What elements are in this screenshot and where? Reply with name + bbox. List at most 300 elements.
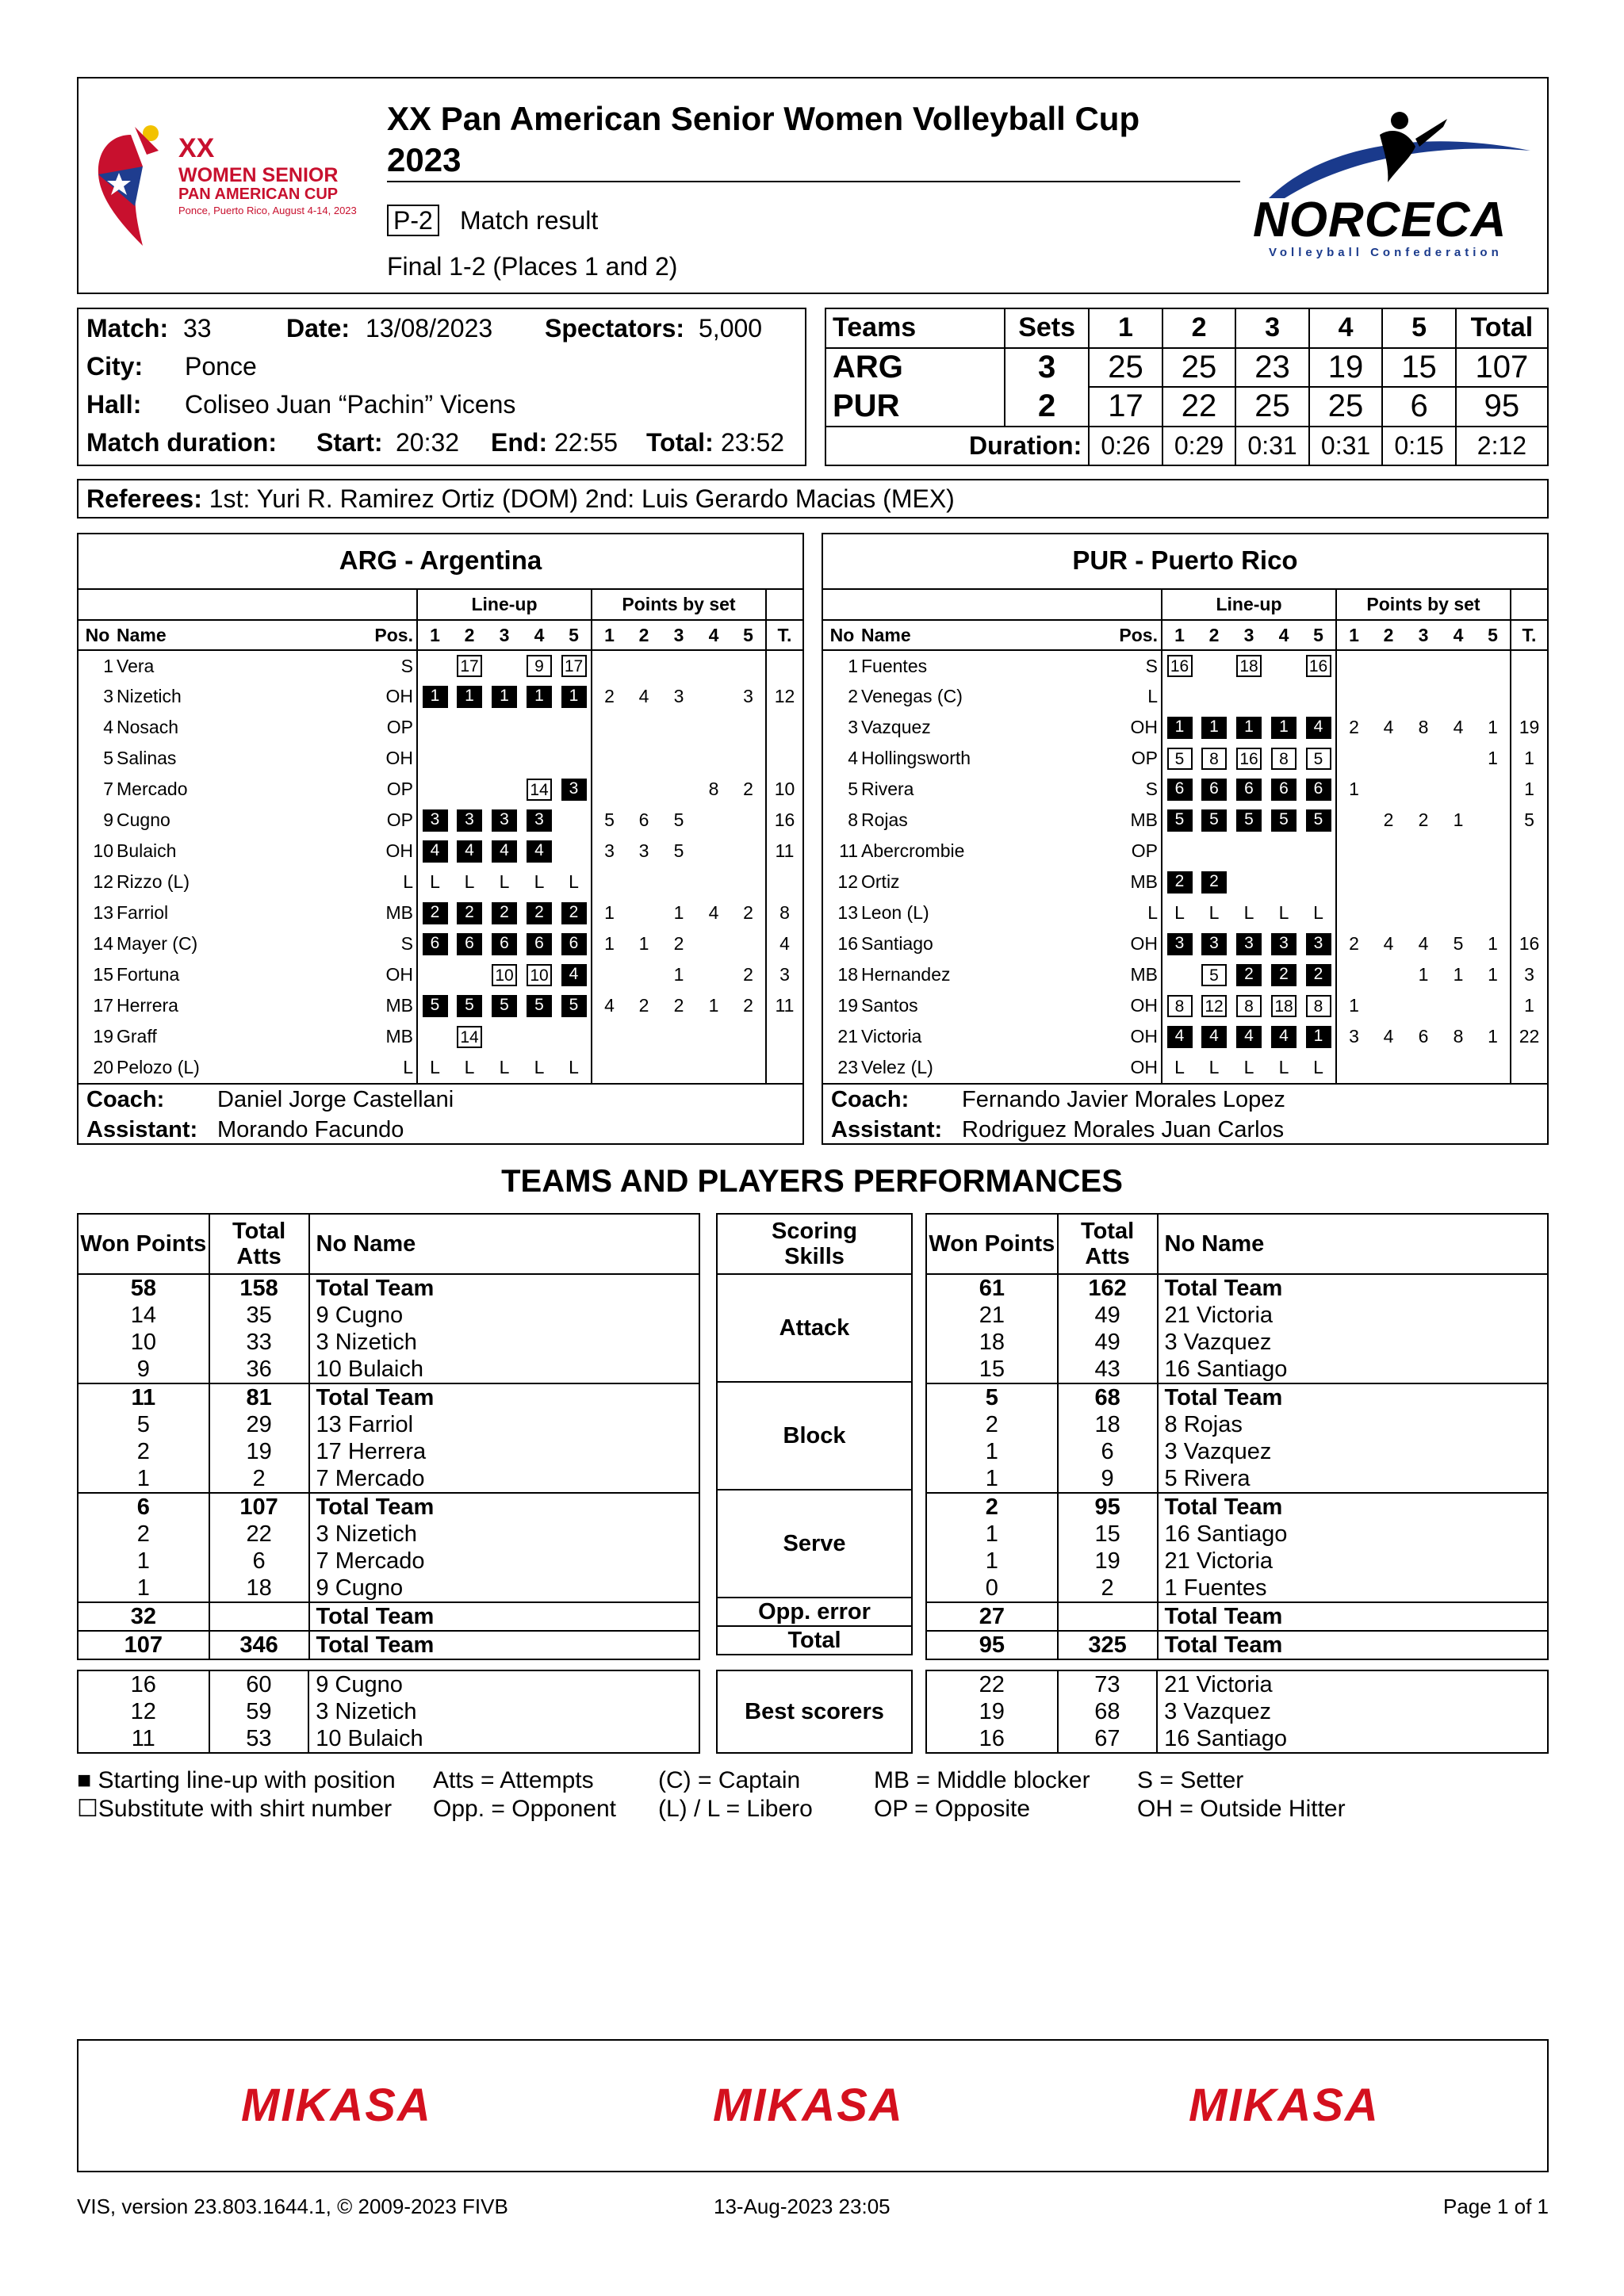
- footer-date: 13-Aug-2023 23:05: [714, 2195, 891, 2218]
- lineup-cell: [557, 681, 592, 712]
- col-points-set: 3: [673, 624, 684, 645]
- substitute-number: 8: [1236, 995, 1262, 1017]
- won-points: 2: [78, 1521, 209, 1548]
- total-atts: 158: [209, 1274, 309, 1302]
- set-points: 4: [1453, 717, 1464, 737]
- score-sets: 3: [1005, 348, 1089, 388]
- opp_error-label-row: [717, 1598, 912, 1626]
- lineup-cell: [1162, 650, 1197, 681]
- set-points: [1476, 650, 1511, 681]
- lineup-cell: [1266, 990, 1301, 1021]
- player-total: [1511, 867, 1547, 897]
- score-set: 19: [1309, 348, 1383, 388]
- set-points: [1476, 1052, 1511, 1083]
- total-atts: 49: [1058, 1302, 1158, 1329]
- player-ref: Total Team: [316, 1604, 435, 1629]
- lineup-cell: [1162, 836, 1197, 867]
- lineup-cell: [1197, 867, 1231, 897]
- score-set: 25: [1162, 348, 1236, 388]
- won-points-header: Won Points: [926, 1214, 1058, 1274]
- player-total: [1511, 681, 1547, 712]
- lineup-cell: [1231, 774, 1266, 805]
- player-row: [823, 867, 1547, 897]
- lineup-cell: [452, 897, 487, 928]
- player-ref: 3 Vazquez: [1164, 1439, 1272, 1464]
- lineup-cell: [417, 836, 452, 867]
- starting-position: 2: [492, 902, 517, 924]
- lineup-cell: L: [1278, 902, 1289, 923]
- group-header: [823, 590, 1547, 620]
- set-duration: 0:31: [1309, 427, 1383, 466]
- lineup-cell: [487, 805, 522, 836]
- match-label: Match:: [86, 314, 169, 342]
- player-name: Santiago: [861, 933, 933, 954]
- col-lineup-set: 2: [464, 624, 475, 645]
- set-points: [1441, 743, 1476, 774]
- lineup-cell: [1231, 712, 1266, 743]
- event-logo-emblem: [87, 119, 182, 254]
- won-points: 32: [78, 1602, 209, 1631]
- won-points: 5: [926, 1383, 1058, 1411]
- skill-player-row: [78, 1356, 699, 1383]
- set-points: [731, 867, 766, 897]
- score-set: 25: [1309, 387, 1383, 427]
- coach-name: Daniel Jorge Castellani: [217, 1087, 454, 1112]
- player-row: [823, 681, 1547, 712]
- substitute-number: 16: [1167, 655, 1193, 677]
- set-points: [626, 1021, 661, 1052]
- set-points: 4: [1383, 933, 1394, 954]
- match-number: 33: [183, 314, 212, 342]
- opp_error-row: [78, 1602, 699, 1631]
- lineup-cell: L: [1301, 897, 1336, 928]
- set-points: 1: [708, 995, 719, 1016]
- set-points: [731, 805, 766, 836]
- lineup-cell: [1162, 1021, 1197, 1052]
- set-points: [696, 743, 731, 774]
- set-points: [1336, 867, 1371, 897]
- player-row: [79, 990, 802, 1021]
- won-points: 1: [78, 1548, 209, 1575]
- skill-player-row: [926, 1521, 1548, 1548]
- set-points: 5: [673, 809, 684, 830]
- lineup-cell: [417, 959, 452, 990]
- player-row: [79, 867, 802, 897]
- player-ref: Total Team: [316, 1385, 435, 1410]
- col-points-set: 4: [708, 624, 719, 645]
- score-hdr-set2: 2: [1162, 308, 1236, 348]
- player-number: 23: [837, 1057, 858, 1077]
- player-name: Rivera: [861, 779, 914, 799]
- match-phase: Final 1-2 (Places 1 and 2): [387, 252, 678, 281]
- total-atts: 325: [1058, 1631, 1158, 1659]
- lineup-cell: [1162, 867, 1197, 897]
- total-atts: 6: [209, 1548, 309, 1575]
- starting-position: 3: [423, 809, 448, 832]
- set-points: 2: [731, 959, 766, 990]
- lineup-cell: [1162, 959, 1197, 990]
- set-points: 2: [731, 990, 766, 1021]
- skill-player-row: [926, 1465, 1548, 1493]
- starting-position: 5: [1201, 809, 1227, 832]
- player-position: S: [362, 650, 417, 681]
- set-points: [696, 1052, 731, 1083]
- col-total: T.: [1522, 624, 1537, 645]
- player-position: L: [362, 867, 417, 897]
- duration-label: Match duration:: [86, 428, 277, 457]
- player-position: MB: [362, 1021, 417, 1052]
- total-atts-header: Total Atts: [1058, 1214, 1158, 1274]
- set-points: [1371, 650, 1406, 681]
- col-name: Name: [861, 624, 911, 645]
- set-points: [1406, 650, 1441, 681]
- starting-position: 6: [527, 933, 552, 955]
- set-points: 2: [673, 933, 684, 954]
- set-duration: 0:29: [1162, 427, 1236, 466]
- total-atts: 15: [1058, 1521, 1158, 1548]
- lineup-cell: [417, 650, 452, 681]
- set-points: [1336, 836, 1371, 867]
- substitute-number: 8: [1201, 748, 1227, 770]
- player-number: 19: [93, 1026, 113, 1047]
- match-date: 13/08/2023: [366, 314, 493, 342]
- total-atts: 19: [209, 1438, 309, 1465]
- player-number: 12: [837, 871, 858, 892]
- lineup-cell: [1197, 990, 1231, 1021]
- total-atts: 22: [209, 1521, 309, 1548]
- starting-position: 3: [457, 809, 482, 832]
- score-set: 22: [1162, 387, 1236, 427]
- total-atts: 53: [209, 1725, 309, 1753]
- total-atts: 6: [1058, 1438, 1158, 1465]
- set-points: [696, 959, 731, 990]
- player-number: 3: [848, 717, 858, 737]
- total-atts: 33: [209, 1329, 309, 1356]
- col-lineup-set: 1: [430, 624, 440, 645]
- performance-header: [78, 1214, 699, 1274]
- score-durations: [825, 427, 1548, 466]
- player-ref: 3 Vazquez: [1164, 1330, 1272, 1355]
- set-points: 1: [673, 902, 684, 923]
- col-name: Name: [117, 624, 167, 645]
- player-ref: 10 Bulaich: [316, 1357, 423, 1382]
- total-duration: 2:12: [1456, 427, 1548, 466]
- starting-position: 2: [457, 902, 482, 924]
- match-info: [77, 308, 806, 466]
- player-name: Mercado: [117, 779, 188, 799]
- won-points: 58: [78, 1274, 209, 1302]
- opp_error-label: Opp. error: [758, 1599, 871, 1624]
- won-points: 2: [926, 1493, 1058, 1521]
- lineup-cell: L: [464, 1057, 475, 1077]
- set-points: [661, 774, 696, 805]
- norceca-logo: [1253, 103, 1546, 270]
- lineup-cell: [417, 1021, 452, 1052]
- player-number: 12: [93, 871, 113, 892]
- player-ref: 9 Cugno: [316, 1303, 404, 1328]
- set-points: 2: [673, 995, 684, 1016]
- set-points: [1371, 836, 1406, 867]
- set-points: [1476, 774, 1511, 805]
- total-atts: 162: [1058, 1274, 1158, 1302]
- set-points: [1441, 650, 1476, 681]
- lineup-cell: [487, 743, 522, 774]
- col-lineup-set: 2: [1208, 624, 1220, 645]
- player-ref: 8 Rojas: [1164, 1412, 1243, 1437]
- won-points: 19: [926, 1698, 1058, 1725]
- player-number: 17: [93, 995, 113, 1016]
- player-ref: 21 Victoria: [1164, 1548, 1274, 1574]
- lineup-cell: [1231, 1021, 1266, 1052]
- lineup-cell: [557, 990, 592, 1021]
- player-number: 3: [103, 686, 113, 706]
- total-atts: 68: [1058, 1698, 1158, 1725]
- lineup-cell: L: [1243, 1057, 1254, 1077]
- score-set: 23: [1235, 348, 1309, 388]
- lineup-cell: [417, 743, 452, 774]
- player-name: Farriol: [117, 902, 169, 923]
- set-points: [1406, 1052, 1441, 1083]
- player-ref: Total Team: [316, 1494, 435, 1520]
- lineup-cell: [1197, 959, 1231, 990]
- set-points: 2: [731, 897, 766, 928]
- total-time: 23:52: [721, 428, 785, 457]
- won-points: 107: [78, 1631, 209, 1659]
- total-atts: 107: [209, 1493, 309, 1521]
- col-pos: Pos.: [1106, 620, 1162, 650]
- best-scorers-label-box: [716, 1670, 913, 1754]
- won-points: 0: [926, 1575, 1058, 1602]
- lineup-cell: [522, 990, 557, 1021]
- set-points: 6: [638, 809, 649, 830]
- norceca-sub: Volleyball Confederation: [1269, 246, 1503, 259]
- set-points: 3: [604, 840, 615, 861]
- set-points: 1: [1476, 959, 1511, 990]
- set-points: 5: [1453, 933, 1464, 954]
- player-total: 11: [775, 840, 795, 861]
- score-hdr-set3: 3: [1235, 308, 1309, 348]
- substitute-number: 10: [527, 964, 552, 986]
- player-name: Bulaich: [117, 840, 177, 861]
- lineup-cell: [1162, 743, 1197, 774]
- lineup-cell: [452, 990, 487, 1021]
- set-points: 6: [1418, 1026, 1429, 1047]
- col-points-set: 4: [1453, 624, 1464, 645]
- starting-position: 5: [1271, 809, 1297, 832]
- group-header: [79, 590, 802, 620]
- substitute-number: 14: [457, 1026, 482, 1048]
- lineup-cell: [1266, 743, 1301, 774]
- norceca-wordmark: NORCECA: [1253, 193, 1507, 247]
- performance-table-right: [925, 1213, 1549, 1660]
- set-points: 1: [1453, 809, 1464, 830]
- player-position: L: [362, 1052, 417, 1083]
- set-points: [1406, 743, 1441, 774]
- set-points: [1336, 805, 1371, 836]
- no-name-header: No Name: [1164, 1231, 1265, 1257]
- starting-position: 5: [527, 995, 552, 1017]
- total-atts: [209, 1602, 309, 1631]
- lineup-cell: [452, 959, 487, 990]
- starting-position: 4: [1271, 1026, 1297, 1048]
- player-row: [79, 774, 802, 805]
- player-number: 16: [837, 933, 858, 954]
- lineup-cell: [522, 681, 557, 712]
- skill-player-row: [78, 1465, 699, 1493]
- col-points-set: 1: [604, 624, 615, 645]
- player-name: Mayer (C): [117, 933, 198, 954]
- hall-value: Coliseo Juan “Pachin” Vicens: [185, 390, 516, 419]
- set-points: [731, 1052, 766, 1083]
- skill-player-row: [926, 1438, 1548, 1465]
- set-points: [1406, 897, 1441, 928]
- set-points: [1371, 867, 1406, 897]
- set-points: 1: [1418, 964, 1429, 985]
- lineup-cell: [452, 712, 487, 743]
- total-atts: [1058, 1602, 1158, 1631]
- player-position: OP: [1106, 743, 1162, 774]
- lineup-cell: [1266, 1021, 1301, 1052]
- player-name: Abercrombie: [861, 840, 965, 861]
- player-position: OH: [362, 959, 417, 990]
- player-total: 22: [1519, 1026, 1540, 1047]
- lineup-cell: [1266, 805, 1301, 836]
- lineup-cell: [557, 959, 592, 990]
- lineup-cell: [1266, 650, 1301, 681]
- player-total: 8: [779, 902, 790, 923]
- starting-position: 3: [1271, 933, 1297, 955]
- starting-position: 6: [561, 933, 587, 955]
- lineup-cell: [522, 928, 557, 959]
- lineup-cell: [1197, 805, 1231, 836]
- set-points: [592, 743, 626, 774]
- set-duration: 0:26: [1089, 427, 1162, 466]
- player-position: OP: [362, 805, 417, 836]
- won-points: 14: [78, 1302, 209, 1329]
- set-points: 1: [1476, 1021, 1511, 1052]
- best-scorer-row: [78, 1698, 699, 1725]
- player-ref: 9 Cugno: [316, 1672, 403, 1697]
- player-position: S: [362, 928, 417, 959]
- lineup-cell: [1231, 836, 1266, 867]
- player-position: OH: [1106, 990, 1162, 1021]
- col-lineup-set: 1: [1174, 624, 1185, 645]
- won-points: 61: [926, 1274, 1058, 1302]
- lineup-cell: [557, 805, 592, 836]
- skill-player-row: [78, 1438, 699, 1465]
- player-total: 4: [779, 933, 790, 954]
- total-atts: 73: [1058, 1670, 1158, 1698]
- starting-position: 3: [492, 809, 517, 832]
- performance-table-left: [77, 1213, 700, 1660]
- best-scorer-row: [926, 1670, 1548, 1698]
- starting-position: 5: [492, 995, 517, 1017]
- won-points: 12: [78, 1698, 209, 1725]
- sponsor-logo: MIKASA: [241, 2080, 432, 2131]
- best-scorer-row: [78, 1670, 699, 1698]
- skill-label: Attack: [779, 1315, 850, 1341]
- starting-position: 2: [527, 902, 552, 924]
- starting-position: 2: [561, 902, 587, 924]
- lineup-cell: L: [534, 871, 545, 892]
- legend-item: OH = Outside Hitter: [1137, 1796, 1346, 1822]
- player-row: [823, 1021, 1547, 1052]
- col-total: T.: [777, 624, 792, 645]
- total-atts: 36: [209, 1356, 309, 1383]
- set-points: [1371, 743, 1406, 774]
- lineup-cell: [417, 805, 452, 836]
- starting-position: 1: [1236, 717, 1262, 739]
- lineup-cell: [1197, 774, 1231, 805]
- won-points: 1: [926, 1438, 1058, 1465]
- substitute-number: 17: [457, 655, 482, 677]
- total-atts: 95: [1058, 1493, 1158, 1521]
- spectators-label: Spectators:: [545, 314, 685, 342]
- total-label-row: [717, 1626, 912, 1655]
- lineup-cell: [1301, 681, 1336, 712]
- won-points: 1: [926, 1521, 1058, 1548]
- lineup-cell: [557, 836, 592, 867]
- player-position: OH: [1106, 712, 1162, 743]
- player-row: [79, 928, 802, 959]
- coach-line: [823, 1083, 1547, 1115]
- player-total: 11: [775, 995, 795, 1016]
- lineup-cell: [1301, 867, 1336, 897]
- starting-position: 1: [492, 686, 517, 708]
- skill-total-row: [926, 1274, 1548, 1302]
- lineup-cell: [1266, 836, 1301, 867]
- set-points: [1336, 650, 1371, 681]
- starting-position: 6: [1271, 779, 1297, 801]
- player-position: OH: [1106, 1052, 1162, 1083]
- total-atts: 19: [1058, 1548, 1158, 1575]
- legend-item: S = Setter: [1137, 1767, 1244, 1793]
- player-row: [79, 1052, 802, 1083]
- set-points: [1336, 681, 1371, 712]
- total-atts: 346: [209, 1631, 309, 1659]
- starting-position: 1: [457, 686, 482, 708]
- starting-position: 5: [561, 995, 587, 1017]
- set-points: [1476, 836, 1511, 867]
- lineup-cell: [1197, 1021, 1231, 1052]
- set-points: [696, 867, 731, 897]
- lineup-cell: L: [499, 871, 510, 892]
- col-points-set: 1: [1349, 624, 1359, 645]
- starting-position: 1: [1201, 717, 1227, 739]
- player-number: 13: [93, 902, 113, 923]
- player-total: [1511, 650, 1547, 681]
- set-points: 8: [1453, 1026, 1464, 1047]
- player-position: L: [1106, 681, 1162, 712]
- document-type: Match result: [460, 206, 599, 235]
- set-points: [661, 650, 696, 681]
- starting-position: 3: [1167, 933, 1193, 955]
- col-no: No: [85, 624, 110, 645]
- col-points-set: 5: [731, 620, 766, 650]
- player-name: Santos: [861, 995, 918, 1016]
- points-header: Points by set: [592, 590, 766, 620]
- team-panel-arg: [77, 533, 804, 1145]
- set-points: [592, 774, 626, 805]
- lineup-cell: [452, 681, 487, 712]
- substitute-number: 5: [1201, 964, 1227, 986]
- skill-total-row: [78, 1274, 699, 1302]
- set-points: [661, 867, 696, 897]
- set-points: [1441, 897, 1476, 928]
- player-name: Cugno: [117, 809, 170, 830]
- set-points: [661, 1021, 696, 1052]
- player-number: 14: [93, 933, 113, 954]
